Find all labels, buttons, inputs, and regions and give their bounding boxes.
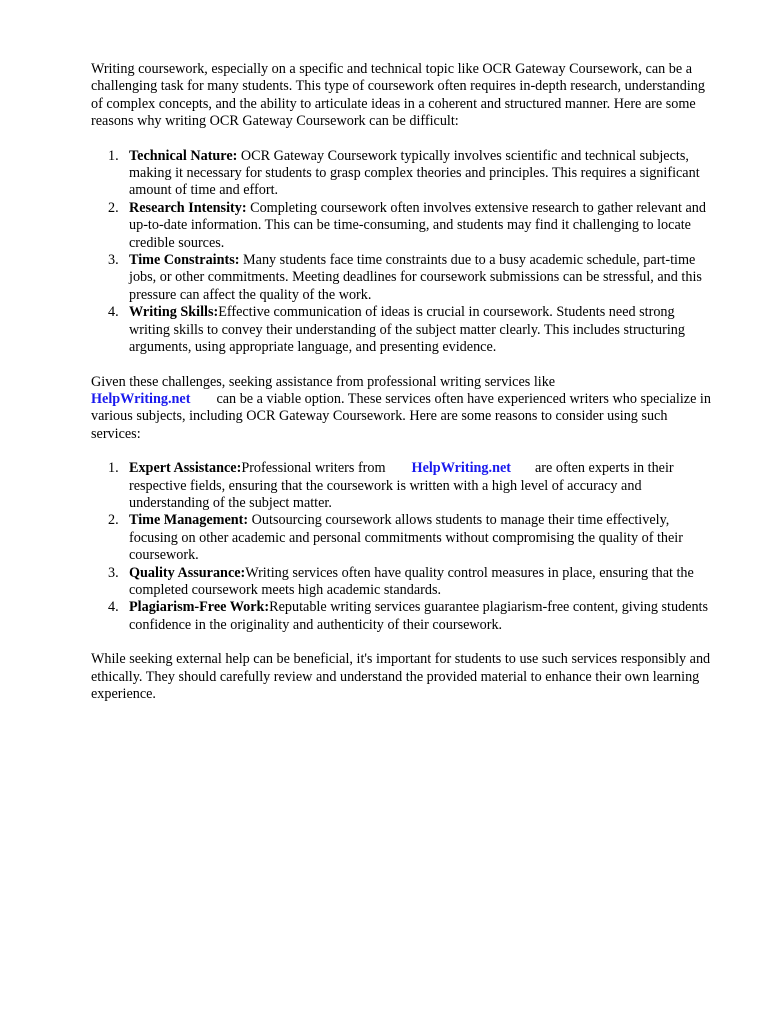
list-item-term: Writing Skills: [129, 304, 219, 321]
list-item-term: Expert Assistance: [129, 460, 242, 477]
middle-paragraph [91, 374, 718, 444]
middle-text-after: can be a viable option. These services often have experienced writers who specialize in various subjects, including OCR Gateway Coursework. Here are some reasons to consider using such services: [91, 390, 711, 442]
list-item-text: Outsourcing coursework allows students to manage their time effectively, focusing on other academic and personal commitments without compromising the quality of their coursework. [129, 512, 683, 564]
benefits-list [91, 460, 718, 634]
list-item-term: Quality Assurance: [129, 564, 246, 581]
list-number: 4. [108, 304, 119, 321]
list-number: 2. [108, 512, 119, 529]
list-item-text: Professional writers from [241, 460, 386, 477]
helpwriting-link[interactable]: HelpWriting.net [91, 390, 191, 407]
list-item-text: Writing services often have quality control measures in place, ensuring that the completed coursework meets high academic standards. [129, 564, 694, 598]
list-item [91, 200, 718, 252]
closing-paragraph: While seeking external help can be beneficial, it's important for students to use such services responsibly and ethically. They should carefully review and understand the provided material to enhance their own learning experience. [91, 651, 711, 702]
list-number: 1. [108, 460, 119, 477]
list-item-term: Research Intensity: [129, 199, 247, 216]
list-item [91, 252, 718, 304]
list-number: 2. [108, 199, 119, 216]
list-number: 3. [108, 564, 119, 581]
list-item-term: Time Management: [129, 512, 249, 529]
list-item-text: Reputable writing services guarantee plagiarism-free content, giving students confidence in the originality and authenticity of their coursework. [129, 599, 709, 633]
list-number: 4. [108, 599, 119, 616]
list-item-term: Time Constraints: [129, 252, 240, 269]
list-item [91, 565, 718, 600]
list-item [91, 512, 718, 564]
list-item-text: are often experts in their respective fields, ensuring that the coursework is written with a high level of accuracy and understanding of the subject matter. [129, 460, 674, 511]
list-item [91, 304, 718, 356]
intro-paragraph: Writing coursework, especially on a specific and technical topic like OCR Gateway Coursework, can be a challenging task for many students. This type of coursework often requires in-depth research, understanding of complex concepts, and the ability to articulate ideas in a coherent and structured manner. Here are some reasons why writing OCR Gateway Coursework can be difficult: [91, 61, 705, 130]
list-item [91, 599, 718, 634]
list-item [91, 460, 718, 512]
list-item-text: Completing coursework often involves extensive research to gather relevant and up-to-date information. This can be time-consuming, and students may find it challenging to locate credible sources. [129, 199, 706, 251]
list-item [91, 148, 718, 200]
middle-text-before: Given these challenges, seeking assistance from professional writing services like [91, 373, 556, 390]
helpwriting-link[interactable]: HelpWriting.net [411, 460, 511, 477]
document-page [91, 61, 718, 720]
challenges-list [91, 148, 718, 357]
list-item-text: Effective communication of ideas is crucial in coursework. Students need strong writing skills to convey their understanding of the subject matter clearly. This includes structuring arguments, using appropriate language, and presenting evidence. [129, 304, 685, 356]
list-number: 1. [108, 147, 119, 164]
list-item-text: Many students face time constraints due to a busy academic schedule, part-time jobs, or other commitments. Meeting deadlines for coursework submissions can be stressful, and this pressure can affect the quality of the work. [129, 252, 702, 303]
list-item-term: Technical Nature: [129, 147, 238, 164]
list-item-term: Plagiarism-Free Work: [129, 599, 270, 616]
list-number: 3. [108, 252, 119, 269]
list-item-text: OCR Gateway Coursework typically involves scientific and technical subjects, making it necessary for students to grasp complex theories and principles. This requires a significant amount of time and effort. [129, 147, 700, 199]
